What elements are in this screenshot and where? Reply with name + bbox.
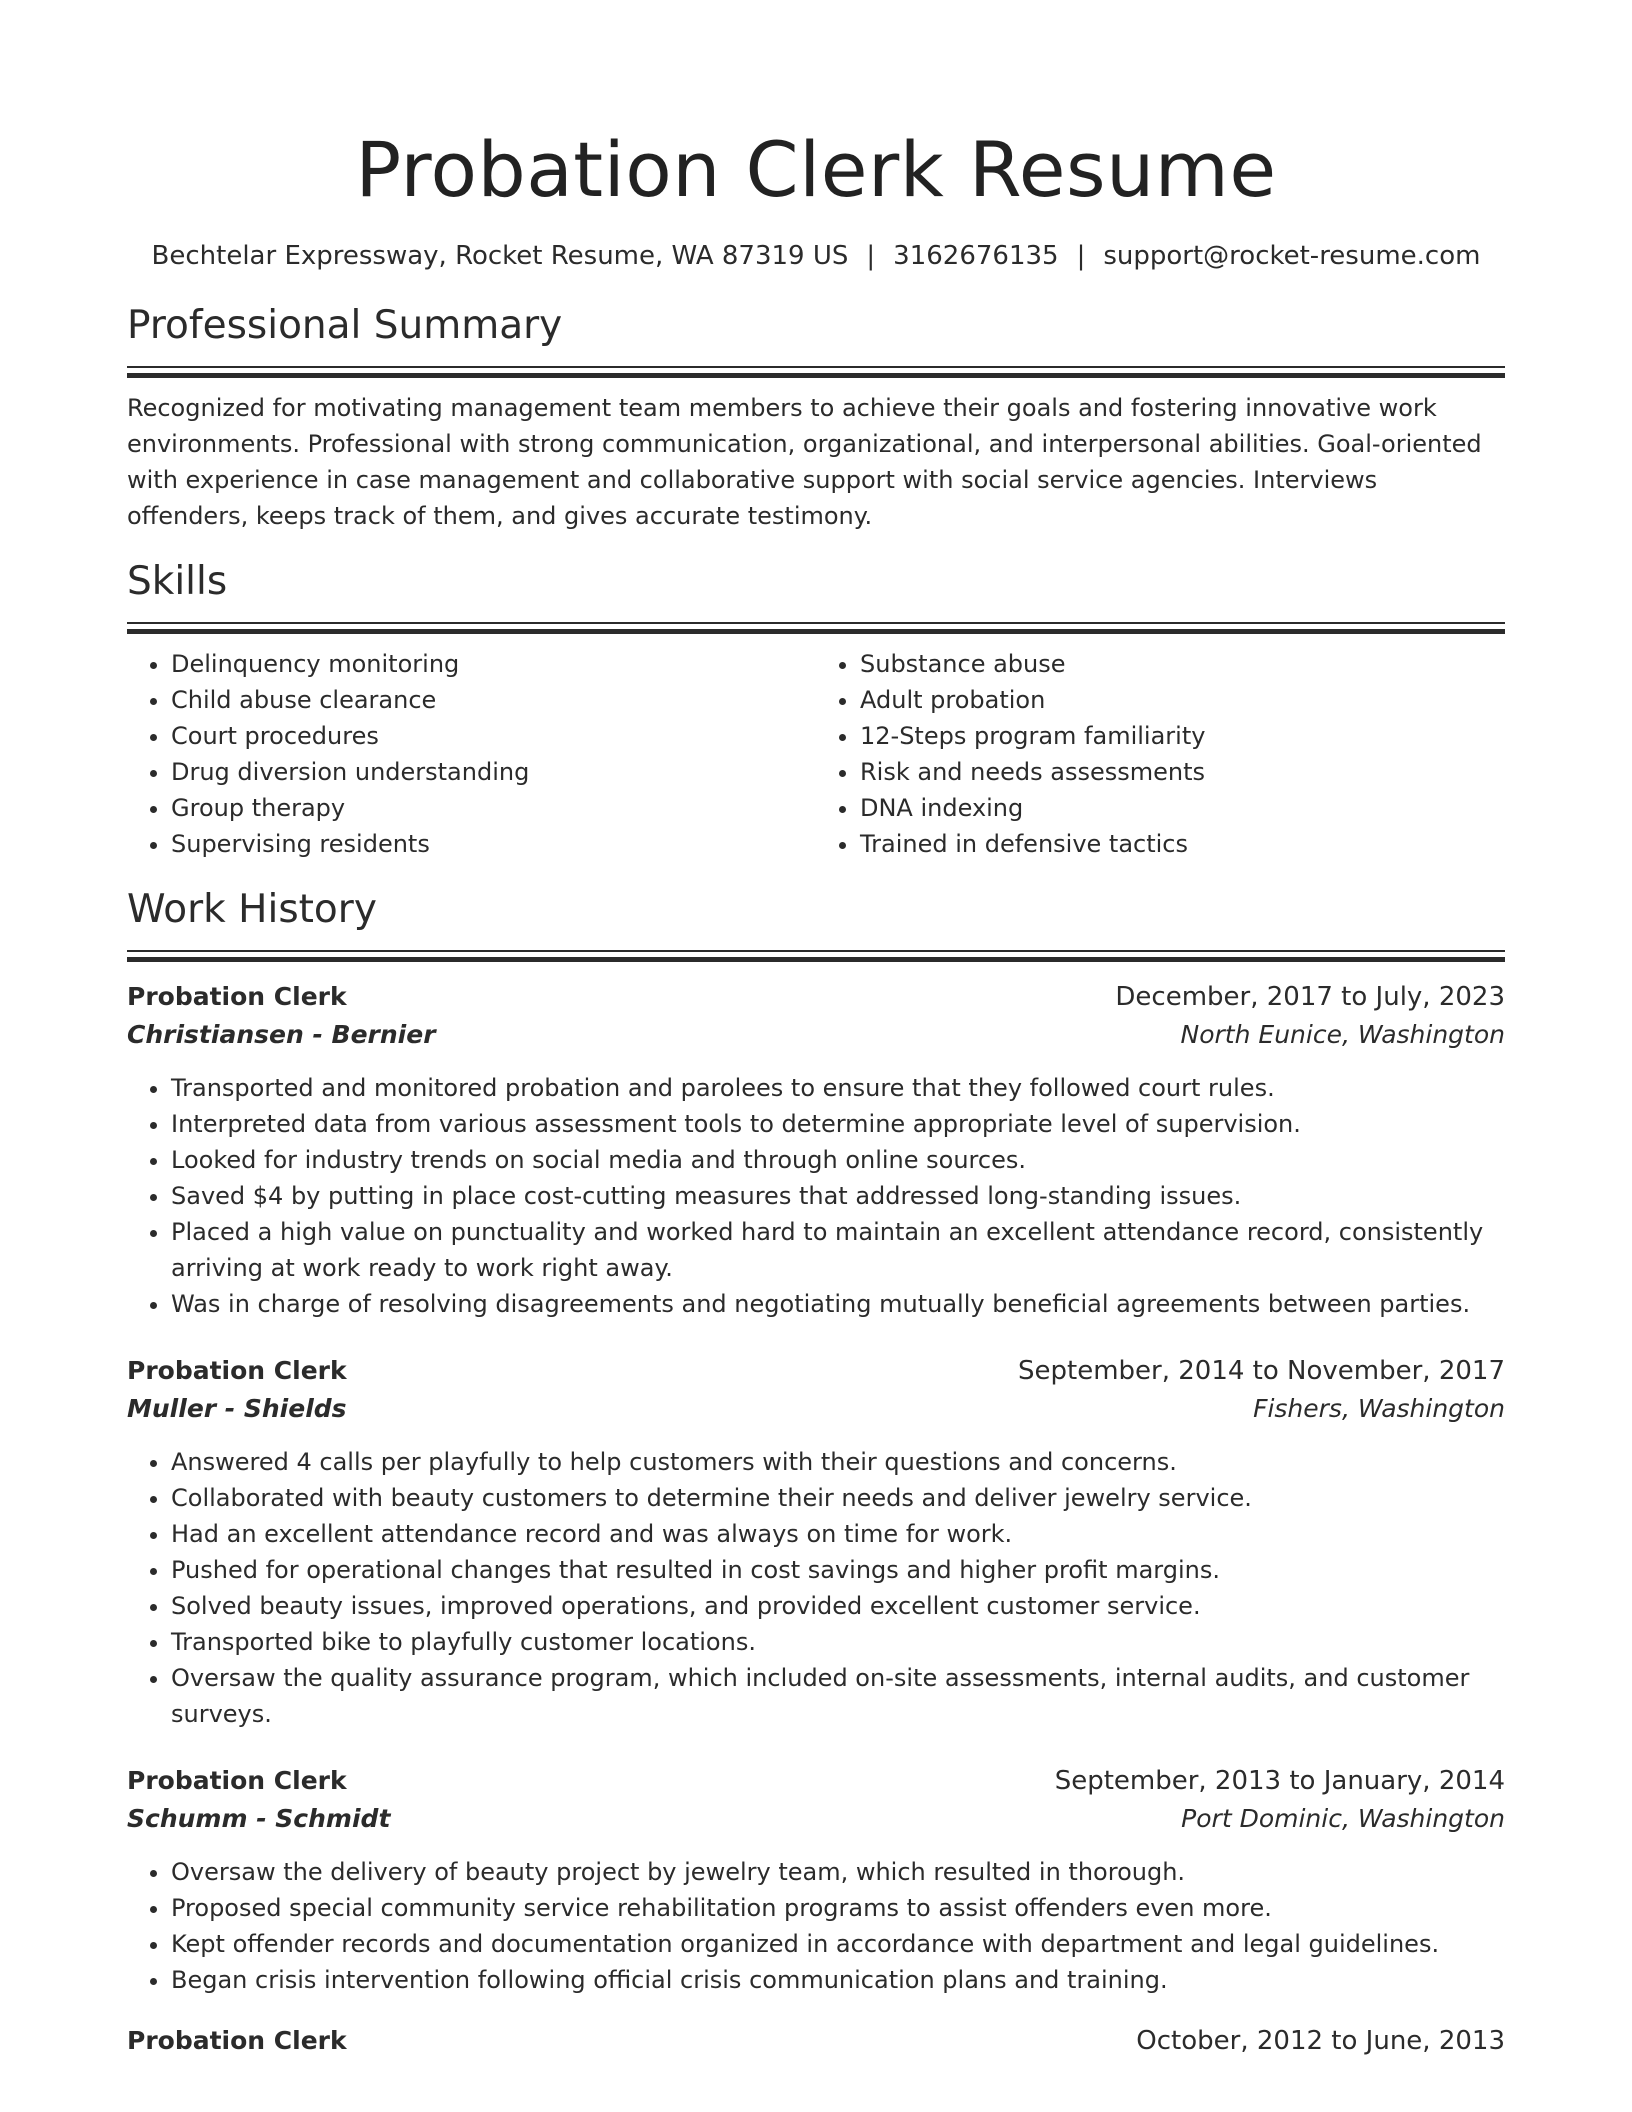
skill-item: • Adult probation <box>860 682 1505 718</box>
job-bullet: • Pushed for operational changes that resulted in cost savings and higher profit margins. <box>171 1552 1505 1588</box>
job-title: Probation Clerk <box>127 982 347 1011</box>
section-heading-work: Work History <box>127 887 377 932</box>
job-bullet: • Had an excellent attendance record and was always on time for work. <box>171 1516 1505 1552</box>
job-header-row <box>127 1352 1505 1390</box>
job-bullet: • Placed a high value on punctuality and worked hard to maintain an excellent attendance record, consistently arriving at work ready to work right away. <box>171 1214 1505 1286</box>
job-entry <box>127 2022 1505 2060</box>
skill-item: • Court procedures <box>171 718 816 754</box>
job-bullet: • Answered 4 calls per playfully to help customers with their questions and concerns. <box>171 1444 1505 1480</box>
section-divider <box>127 950 1505 962</box>
contact-phone: 3162676135 <box>893 241 1059 271</box>
job-dates: September, 2013 to January, 2014 <box>1054 1766 1505 1796</box>
job-bullets <box>127 1854 1505 1998</box>
contact-line <box>127 238 1505 274</box>
skills-section <box>127 556 1505 862</box>
job-bullet: • Interpreted data from various assessment tools to determine appropriate level of supervision. <box>171 1106 1505 1142</box>
contact-separator: | <box>1076 241 1086 271</box>
skill-item: • Trained in defensive tactics <box>860 826 1505 862</box>
job-bullet: • Transported and monitored probation and parolees to ensure that they followed court rules. <box>171 1070 1505 1106</box>
job-entry <box>127 978 1505 1322</box>
job-dates: October, 2012 to June, 2013 <box>1136 2026 1505 2056</box>
job-company: Christiansen - Bernier <box>127 1020 436 1049</box>
job-header-row <box>127 2022 1505 2060</box>
job-subheader-row <box>127 1800 1505 1838</box>
job-dates: December, 2017 to July, 2023 <box>1115 982 1505 1012</box>
job-location: Fishers, Washington <box>1253 1394 1505 1423</box>
skills-list-left <box>127 646 816 862</box>
section-heading-summary: Professional Summary <box>127 303 563 348</box>
contact-address: Bechtelar Expressway, Rocket Resume, WA 87319 US <box>151 241 849 271</box>
job-entry <box>127 1762 1505 1998</box>
summary-text: Recognized for motivating management team members to achieve their goals and fostering innovative work environments. Professional with strong communication, organizational, and interpersonal abilities. Goal-oriented with experience in case management and collaborative support with social service agencies. Interviews offenders, keeps track of them, and gives accurate testimony. <box>127 394 1482 530</box>
job-bullet: • Looked for industry trends on social media and through online sources. <box>171 1142 1505 1178</box>
job-company: Muller - Shields <box>127 1394 347 1423</box>
skills-list-right <box>816 646 1505 862</box>
job-bullet: • Solved beauty issues, improved operations, and provided excellent customer service. <box>171 1588 1505 1624</box>
job-location: Port Dominic, Washington <box>1181 1804 1505 1833</box>
job-bullets <box>127 1444 1505 1732</box>
job-bullet: • Collaborated with beauty customers to determine their needs and deliver jewelry service. <box>171 1480 1505 1516</box>
section-heading-skills: Skills <box>127 559 228 604</box>
job-subheader-row <box>127 1390 1505 1428</box>
job-bullet: • Was in charge of resolving disagreements and negotiating mutually beneficial agreements between parties. <box>171 1286 1505 1322</box>
job-location: North Eunice, Washington <box>1180 1020 1505 1049</box>
job-dates: September, 2014 to November, 2017 <box>1018 1356 1505 1386</box>
job-bullet: • Oversaw the delivery of beauty project by jewelry team, which resulted in thorough. <box>171 1854 1505 1890</box>
skill-item: • Supervising residents <box>171 826 816 862</box>
skill-item: • Delinquency monitoring <box>171 646 816 682</box>
job-company: Schumm - Schmidt <box>127 1804 391 1833</box>
skill-item: • Drug diversion understanding <box>171 754 816 790</box>
contact-email[interactable]: support@rocket-resume.com <box>1103 241 1481 271</box>
job-entry <box>127 1352 1505 1732</box>
job-header-row <box>127 978 1505 1016</box>
job-bullet: • Oversaw the quality assurance program, which included on-site assessments, internal audits, and customer surveys. <box>171 1660 1505 1732</box>
skill-item: • Child abuse clearance <box>171 682 816 718</box>
contact-separator: | <box>866 241 876 271</box>
section-divider <box>127 366 1505 378</box>
job-title: Probation Clerk <box>127 1766 347 1795</box>
section-divider <box>127 622 1505 634</box>
job-title: Probation Clerk <box>127 2026 347 2055</box>
skill-item: • Risk and needs assessments <box>860 754 1505 790</box>
job-title: Probation Clerk <box>127 1356 347 1385</box>
skill-item: • 12-Steps program familiarity <box>860 718 1505 754</box>
skill-item: • DNA indexing <box>860 790 1505 826</box>
job-bullet: • Kept offender records and documentation organized in accordance with department and legal guidelines. <box>171 1926 1505 1962</box>
job-bullet: • Transported bike to playfully customer locations. <box>171 1624 1505 1660</box>
job-bullet: • Proposed special community service rehabilitation programs to assist offenders even more. <box>171 1890 1505 1926</box>
skills-columns <box>127 646 1505 862</box>
job-bullet: • Began crisis intervention following official crisis communication plans and training. <box>171 1962 1505 1998</box>
skill-item: • Group therapy <box>171 790 816 826</box>
skill-item: • Substance abuse <box>860 646 1505 682</box>
job-header-row <box>127 1762 1505 1800</box>
summary-section <box>127 300 1505 534</box>
work-section <box>127 884 1505 2060</box>
job-bullet: • Saved $4 by putting in place cost-cutting measures that addressed long-standing issues. <box>171 1178 1505 1214</box>
resume-title: Probation Clerk Resume <box>355 125 1277 214</box>
job-subheader-row <box>127 1016 1505 1054</box>
job-bullets <box>127 1070 1505 1322</box>
